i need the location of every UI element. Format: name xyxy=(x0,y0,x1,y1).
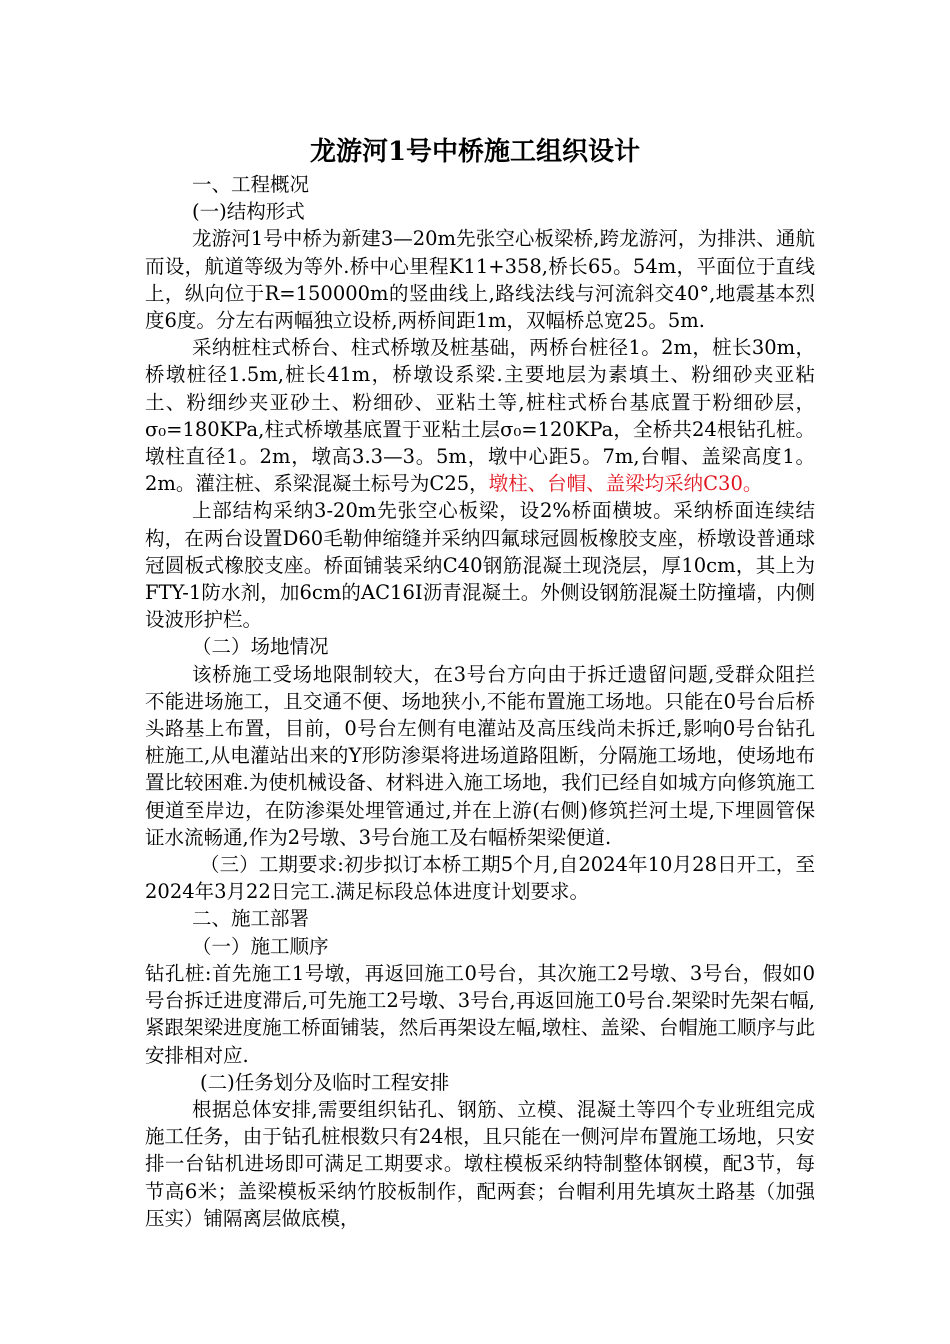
paragraph-structure: 龙游河1号中桥为新建3—20m先张空心板梁桥,跨龙游河，为排洪、通航而设，航道等级为等外.桥中心里程K11+358,桥长65。54m，平面位于直线上，纵向位于R=150000m的竖曲线上,路线法线与河流斜交40°,地震基本烈度6度。分左右两幅独立设桥,两桥间距1m，双幅桥总宽25。5m. xyxy=(145,227,815,333)
paragraph-sequence: 钻孔桩:首先施工1号墩，再返回施工0号台，其次施工2号墩、3号台，假如0号台拆迁进度滞后,可先施工2号墩、3号台,再返回施工0号台.架梁时先架右幅,紧跟架梁进度施工桥面铺装，然后再架设左幅,墩柱、盖梁、台帽施工顺序与此安排相对应. xyxy=(145,961,815,1067)
paragraph-tasks: 根据总体安排,需要组织钻孔、钢筋、立模、混凝土等四个专业班组完成施工任务，由于钻孔桩根数只有24根，且只能在一侧河岸布置施工场地，只安排一台钻机进场即可满足工期要求。墩柱模板采纳特制整体钢模，配3节，每节高6米；盖梁模板采纳竹胶板制作，配两套；台帽利用先填灰土路基（加强压实）铺隔离层做底模， xyxy=(145,1097,815,1230)
foundation-text: 采纳桩柱式桥台、柱式桥墩及桩基础，两桥台桩径1。2m，桩长30m，桥墩桩径1.5m,桩长41m，桥墩设系梁.主要地层为素填土、粉细砂夹亚粘土、粉细纱夹亚砂土、粉细砂、亚粘土等,桩柱式桥台基底置于粉细砂层，σ₀=180KPa,柱式桥墩基底置于亚粘土层σ₀=120KPa，全桥共24根钻孔桩。墩柱直径1。2m，墩高3.3—3。5m，墩中心距5。7m,台帽、盖梁高度1。2m。灌注桩、系梁混凝土标号为C25， xyxy=(145,336,815,496)
paragraph-superstructure: 上部结构采纳3-20m先张空心板梁，设2%桥面横坡。采纳桥面连续结构，在两台设置D60毛勒伸缩缝并采纳四氟球冠圆板橡胶支座，桥墩设普通球冠圆板式橡胶支座。桥面铺装采纳C40钢筋混凝土现浇层，厚10cm，其上为FTY-1防水剂，加6cm的AC16I沥青混凝土。外侧设钢筋混凝土防撞墙，内侧设波形护栏。 xyxy=(145,499,815,632)
paragraph-schedule: （三）工期要求:初步拟订本桥工期5个月,自2024年10月28日开工，至2024年3月22日完工.满足标段总体进度计划要求。 xyxy=(145,853,815,904)
highlighted-concrete-grade: 墩柱、台帽、盖梁均采纳C30。 xyxy=(488,472,763,496)
paragraph-site: 该桥施工受场地限制较大，在3号台方向由于拆迁遗留问题,受群众阻拦不能进场施工，且交通不便、场地狭小,不能布置施工场地。只能在0号台后桥头路基上布置，目前，0号台左侧有电灌站及高压线尚未拆迁,影响0号台钻孔桩施工,从电灌站出来的Y形防渗渠将进场道路阻断，分隔施工场地，使场地布置比较困难.为使机械设备、材料进入施工场地，我们已经自如城方向修筑施工便道至岸边，在防渗渠处埋管通过,并在上游(右侧)修筑拦河土堤,下埋圆管保证水流畅通,作为2号墩、3号台施工及右幅桥架梁便道. xyxy=(145,662,815,849)
document-body xyxy=(145,171,815,1232)
subsection-heading-sequence: （一）施工顺序 xyxy=(192,934,329,958)
subsection-heading-structure: (一)结构形式 xyxy=(192,200,305,224)
section-heading-overview: 一、工程概况 xyxy=(192,173,310,196)
subsection-heading-tasks: (二)任务划分及临时工程安排 xyxy=(200,1070,450,1094)
document-title: 龙游河1号中桥施工组织设计 xyxy=(309,137,641,167)
subsection-heading-site: （二）场地情况 xyxy=(192,635,329,659)
paragraph-foundation xyxy=(145,334,815,497)
section-heading-deployment: 二、施工部署 xyxy=(192,907,310,931)
